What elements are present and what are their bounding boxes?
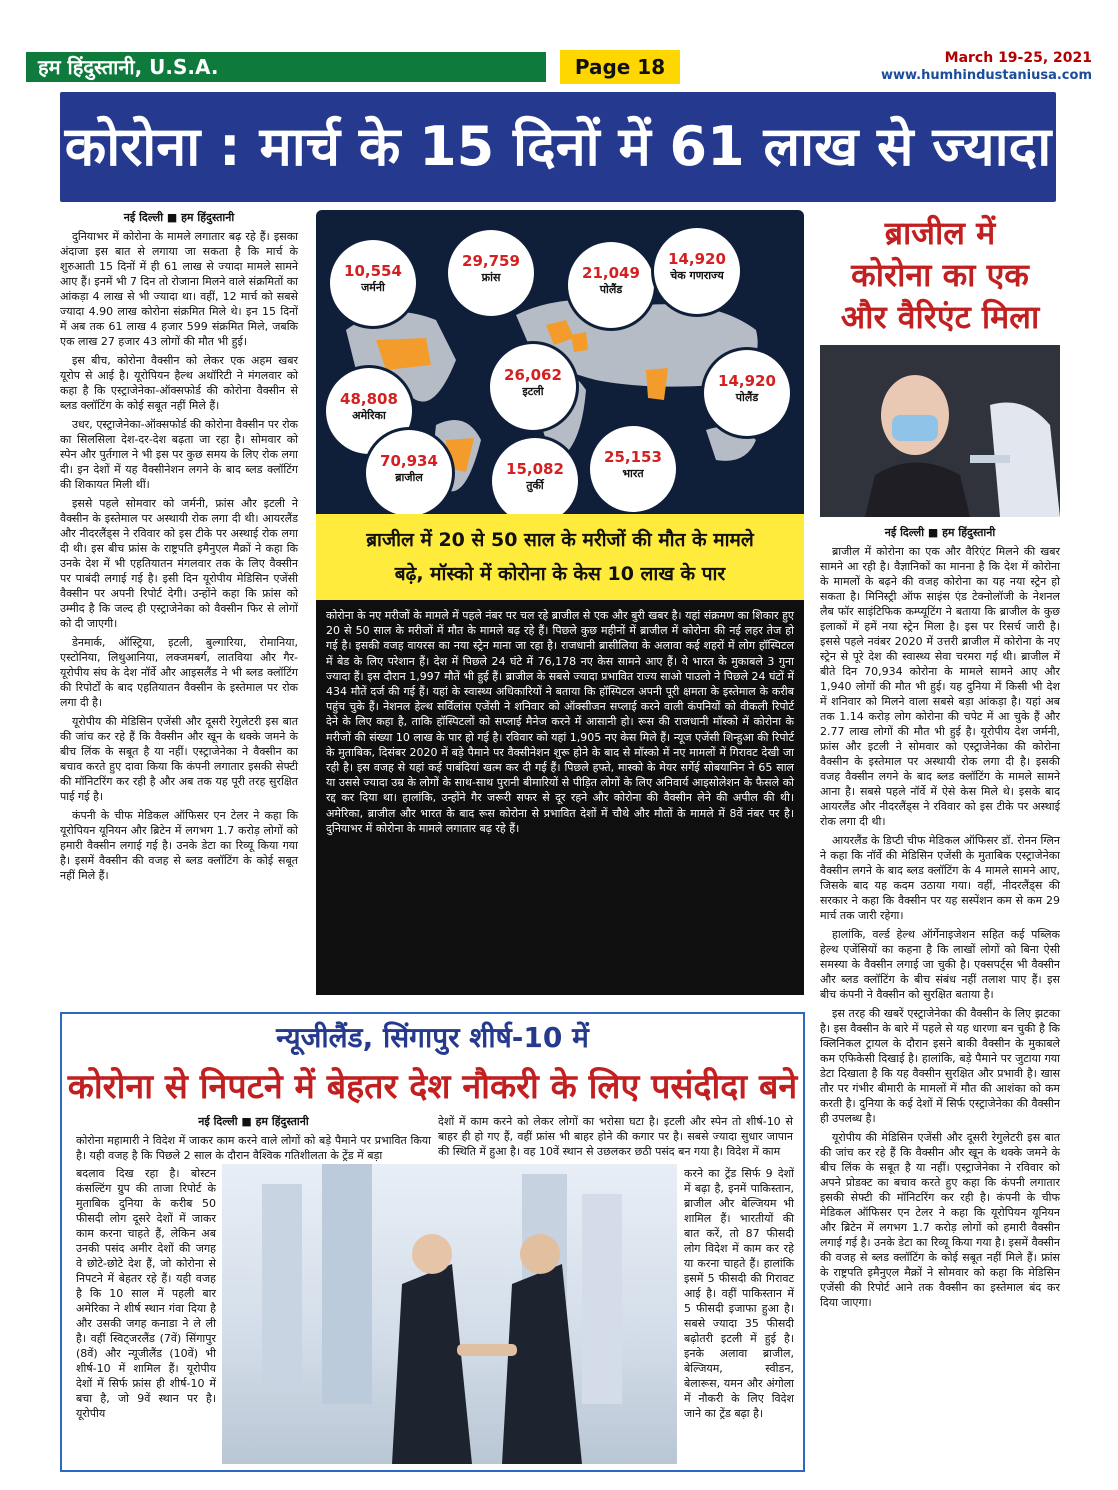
paragraph: आयरलैंड के डिप्टी चीफ मेडिकल ऑफिसर डॉ. रोनन ग्लिन ने कहा कि नॉर्वे की मेडिसिन एजेंसी के मुताबिक एस्ट्राजेनेका वैक्सीन लगने के बाद ब्लड क्लॉटिंग के 4 मामले सामने आए, जिसके बाद यह कदम उठाया गया। वहीं, नीदरलैंड्स की सरकार ने कहा कि वैक्सीन पर यह सस्पेंशन कम से कम 29 मार्च तक जारी रहेगा। [820,834,1060,922]
vaccination-image [820,345,1060,517]
paragraph: ब्राजील में कोरोना का एक और वैरिएंट मिलने की खबर सामने आ रही है। वैज्ञानिकों का मानना है कि देश में कोरोना के मामलों के बढ़ने की वजह कोरोना का यह नया स्ट्रेन हो सकता है। मिनिस्ट्री ऑफ साइंस एंड टेक्नोलॉजी के नेशनल लैब फॉर साइंटिफिक कम्प्यूटिंग ने बताया कि ब्राजील के कुछ इलाकों में हमें नया स्ट्रेन मिला है। इस पर रिसर्च जारी है। इससे पहले नवंबर 2020 में उत्तरी ब्राजील में कोरोना के नए स्ट्रेन से पूरे देश की स्वास्थ्य सेवा चरमरा गई थी। ब्राजील में बीते दिन 70,934 कोरोना के मामले सामने आए और 1,940 लोगों की मौत भी हुई। यह दुनिया में किसी भी देश में शनिवार को मिलने वाला सबसे बड़ा आंकड़ा है। यहां अब तक 1.14 करोड़ लोग कोरोना की चपेट में आ चुके हैं और 2.77 लाख लोगों की मौत भी हुई है। यूरोपीय देश जर्मनी, फ्रांस और इटली ने सोमवार को एस्ट्राजेनेका की कोरोना वैक्सीन के इस्तेमाल पर अस्थायी रोक लगा दी है। इसकी वजह वैक्सीन लगने के बाद ब्लड क्लॉटिंग के मामले सामने आना है। सबसे पहले नॉर्वे में ऐसे केस मिले थे। इसके बाद आयरलैंड और नीदरलैंड्स ने रविवार को इस टीके पर अस्थाई रोक लगा दी थी। [820,545,1060,828]
jobs-intro: नई दिल्ली ■ हम हिंदुस्तानी कोरोना महामारी ने विदेश में जाकर काम करने वाले लोगों को बड़े पैमाने पर प्रभावित किया है। यही वजह है कि पिछले 2 साल के दौरान वैश्विक गतिशीलता के ट्रेंड में बड़ा [76,1115,431,1162]
jobs-article-box [60,1012,805,1472]
country-stat-poland: 21,049 पोलैंड [568,242,654,328]
byline: नई दिल्ली ■ हम हिंदुस्तानी [123,211,235,224]
country-stat-italy: 26,062 इटली [490,344,576,430]
main-headline: कोरोना : मार्च के 15 दिनों में 61 लाख से ज्यादा [60,92,1056,202]
paragraph: हालांकि, वर्ल्ड हेल्थ ऑर्गेनाइजेशन सहित कई पब्लिक हेल्थ एजेंसियों का कहना है कि लाखों लोगों को बिना ऐसी समस्या के वैक्सीन लगाई जा चुकी है। एक्सपर्ट्स भी वैक्सीन और ब्लड क्लॉटिंग के बीच संबंध नहीं तलाश पाए हैं। इस बीच कंपनी ने वैक्सीन को सुरक्षित बताया है। [820,928,1060,1001]
byline: नई दिल्ली ■ हम हिंदुस्तानी [884,526,996,539]
handshake-image [222,1164,677,1464]
country-stat-poland-2: 14,920 पोलैंड [704,350,790,436]
country-stat-czech: 14,920 चेक गणराज्य [654,228,740,314]
jobs-headline: कोरोना से निपटने में बेहतर देश नौकरी के लिए पसंदीदा बने [67,1067,798,1107]
right-article [820,525,1060,1465]
paragraph: इस बीच, कोरोना वैक्सीन को लेकर एक अहम खबर यूरोप से आई है। यूरोपियन हैल्थ अथॉरिटी ने मंगलवार को कहा है कि एस्ट्राजेनेका-ऑक्सफोर्ड की कोरोना वैक्सीन से ब्लड क्लॉटिंग के कोई सबूत नहीं मिले हैं। [60,354,298,412]
vaccination-photo [820,345,1060,517]
paragraph: उधर, एस्ट्राजेनेका-ऑक्सफोर्ड की कोरोना वैक्सीन पर रोक का सिलसिला देश-दर-देश बढ़ता जा रहा है। सोमवार को स्पेन और पुर्तगाल ने भी इस पर कुछ समय के लिए रोक लगा दी। इन देशों में यह वैक्सीनेशन लगने के बाद ब्लड क्लॉटिंग की शिकायत मिली थीं। [60,418,298,491]
kicker: न्यूजीलैंड, सिंगापुर शीर्ष-10 में [276,1021,589,1054]
country-stat-turkey: 15,082 तुर्की [492,438,578,524]
jobs-intro-right: देशों में काम करने को लेकर लोगों का भरोसा घटा है। इटली और स्पेन तो शीर्ष-10 से बाहर ही हो गए हैं, वहीं फ्रांस भी बाहर होने की कगार पर है। सबसे ज्यादा सुधार जापान की स्थिति में हुआ है। वह 10वें स्थान से उछलकर छठी पसंद बन गया है। विदेश में काम [438,1115,793,1158]
map-subheadline: ब्राजील में 20 से 50 साल के मरीजों की मौत के मामले बढ़े, मॉस्को में कोरोना के केस 10 लाख के पार [316,514,804,600]
jobs-column-right: करने का ट्रेंड सिर्फ 9 देशों में बढ़ा है, इनमें पाकिस्तान, ब्राजील और बेल्जियम भी शामिल हैं। भारतीयों की बात करें, तो 87 फीसदी लोग विदेश में काम कर रहे या करना चाहते हैं। हालांकि इसमें 5 फीसदी की गिरावट आई है। वहीं पाकिस्तान में 5 फीसदी इजाफा हुआ है। सबसे ज्यादा 35 फीसदी बढ़ोतरी इटली में हुई है। इनके अलावा ब्राजील, बेल्जियम, स्वीडन, बेलारूस, यमन और अंगोला में नौकरी के लिए विदेश जाने का ट्रेंड बढ़ा है। [684,1167,794,1420]
paragraph: दुनियाभर में कोरोना के मामले लगातार बढ़ रहे हैं। इसका अंदाजा इस बात से लगाया जा सकता है कि मार्च के शुरुआती 15 दिनों में ही 61 लाख से ज्यादा मामले सामने आए हैं। इनमें भी 7 दिन तो रोजाना मिलने वाले संक्रमितों का आंकड़ा 4 लाख से भी ज्यादा था। वहीं, 12 मार्च को सबसे ज्यादा 4.90 लाख कोरोना संक्रमित मिले थे। इन 15 दिनों में अब तक 61 लाख 4 हजार 599 संक्रमित मिले, जबकि एक लाख 27 हजार 43 लोगों की मौत भी हुई। [60,230,298,348]
handshake-photo [222,1164,677,1464]
paragraph: इस तरह की खबरें एस्ट्राजेनेका की वैक्सीन के लिए झटका है। इस वैक्सीन के बारे में पहले से यह धारणा बन चुकी है कि क्लिनिकल ट्रायल के दौरान इसने बाकी वैक्सीन के मुकाबले कम एफिकेसी दिखाई है। हालांकि, बड़े पैमाने पर जुटाया गया डेटा दिखाता है कि यह वैक्सीन सुरक्षित और प्रभावी है। खास तौर पर गंभीर बीमारी के मामलों में मौत की आशंका को कम करती है। दुनिया के कई देशों में सिर्फ एस्ट्राजेनेका की वैक्सीन ही उपलब्ध है। [820,1007,1060,1125]
country-stat-india: 25,153 भारत [590,426,676,512]
left-article [60,210,298,1000]
paragraph: डेनमार्क, ऑस्ट्रिया, इटली, बुल्गारिया, रोमानिया, एस्टोनिया, लिथुआनिया, लक्जमबर्ग, लातविया और गैर-यूरोपीय संघ के देश नॉर्वे और आइसलैंड ने भी ब्लड क्लॉटिंग की रिपोर्टों के बाद एहतियातन वैक्सीन के इस्तेमाल पर रोक लगा दी है। [60,636,298,709]
right-headline: ब्राजील में कोरोना का एक और वैरिएंट मिला [840,214,1040,336]
country-stat-germany: 10,554 जर्मनी [330,240,416,326]
brazil-moscow-article: कोरोना के नए मरीजों के मामले में पहले नंबर पर चल रहे ब्राजील से एक और बुरी खबर है। यहां संक्रमण का शिकार हुए 20 से 50 साल के मरीजों में मौत के मामले बढ़ रहे हैं। पिछले कुछ महीनों में ब्राजील में कोरोना की नई लहर तेज हो गई है। इसकी वजह वायरस का नया स्ट्रेन माना जा रहा है। राजधानी ब्रासीलिया के अलावा कई शहरों में लोग हॉस्पिटल में बेड के लिए परेशान हैं। देश में पिछले 24 घंटे में 76,178 नए केस सामने आए हैं। ये भारत के मुकाबले 3 गुना ज्यादा हैं। इस दौरान 1,997 मौतें भी हुई हैं। ब्राजील के सबसे ज्यादा प्रभावित राज्य साओ पाउलो ने पिछले 24 घंटों में 434 मौतें दर्ज की गई हैं। यहां के स्वास्थ्य अधिकारियों ने बताया कि हॉस्पिटल अपनी पूरी क्षमता के इस्तेमाल के करीब पहुंच चुके हैं। नेशनल हेल्थ सर्विलांस एजेंसी ने शनिवार को ऑक्सीजन सप्लाई करने वाली कंपनियों को वीकली रिपोर्ट देने के लिए कहा है, ताकि हॉस्पिटलों को सप्लाई मैनेज करने में आसानी हो। रूस की राजधानी मॉस्को में कोरोना के मरीजों की संख्या 10 लाख के पार हो गई है। रविवार को यहां 1,905 नए केस मिले हैं। न्यूज एजेंसी शिन्हुआ की रिपोर्ट के मुताबिक, दिसंबर 2020 में बड़े पैमाने पर वैक्सीनेशन शुरू होने के बाद से मॉस्को में नए मामलों में गिरावट देखी जा रही है। इस वजह से यहां कई पाबंदियां खत्म कर दी गई हैं। पिछले हफ्ते, मास्को के मेयर सर्गेई सोबयानिन ने 65 साल या उससे ज्यादा उम्र के लोगों के साथ-साथ पुरानी बीमारियों से पीड़ित लोगों के लिए अनिवार्य आइसोलेशन के फैसले को रद्द कर दिया था। हालांकि, उन्होंने गैर जरूरी सफर से दूर रहने और कोरोना की वैक्सीन लेने की अपील की थी। अमेरिका, ब्राजील और भारत के बाद रूस कोरोना से प्रभावित देशों में चौथे और मौतों के मामले में 8वें नंबर पर है। दुनियाभर में कोरोना के मामले लगातार बढ़ रहे हैं। [316,600,804,995]
masthead [0,0,1118,88]
country-stat-usa: 48,808 अमेरिका [326,368,412,454]
paragraph: इससे पहले सोमवार को जर्मनी, फ्रांस और इटली ने वैक्सीन के इस्तेमाल पर अस्थायी रोक लगा दी थी। आयरलैंड और नीदरलैंड्स ने रविवार को इस टीके पर अस्थाई रोक लगा दी थी। इस बीच फ्रांस के राष्ट्रपति इमैनुएल मैक्रों ने कहा कि उनके देश में भी एहतियातन मंगलवार तक के लिए वैक्सीन पर पाबंदी लगाई गई है। इसी दिन यूरोपीय मेडिसिन एजेंसी वैक्सीन पर अपनी रिपोर्ट देगी। उन्होंने कहा कि फ्रांस को उम्मीद है कि जल्द ही एस्ट्राजेनेका को वैक्सीन फिर से लोगों को दी जाएगी। [60,497,298,630]
country-stat-brazil: 70,934 ब्राजील [366,430,452,516]
paragraph: कंपनी के चीफ मेडिकल ऑफिसर एन टेलर ने कहा कि यूरोपियन यूनियन और ब्रिटेन में लगभग 1.7 करोड़ लोगों को हमारी वैक्सीन लगाई गई है। उनके डेटा का रिव्यू किया गया है। इसमें वैक्सीन की वजह से ब्लड क्लॉटिंग के कोई सबूत नहीं मिले हैं। [60,809,298,882]
paragraph: यूरोपीय की मेडिसिन एजेंसी और दूसरी रेगुलेटरी इस बात की जांच कर रहे हैं कि वैक्सीन और खून के थक्के जमने के बीच लिंक के सबूत है या नहीं। एस्ट्राजेनेका ने वैक्सीन का बचाव करते हुए दावा किया कि कंपनी लगातार इसकी सेफ्टी की मॉनिटरिंग कर रही है और अब तक यह पूरी तरह सुरक्षित पाई गई है। [60,715,298,803]
country-stat-france: 29,759 फ्रांस [448,230,534,316]
website-link[interactable]: www.humhindustaniusa.com [880,68,1092,83]
page-number: Page 18 [560,50,680,84]
newspaper-brand: हम हिंदुस्तानी, U.S.A. [26,52,546,82]
issue-date: March 19-25, 2021 [944,50,1092,66]
paragraph: यूरोपीय की मेडिसिन एजेंसी और दूसरी रेगुलेटरी इस बात की जांच कर रहे हैं कि वैक्सीन और खून के थक्के जमने के बीच लिंक के सबूत है या नहीं। एस्ट्राजेनेका ने रविवार को अपने प्रोडक्ट का बचाव करते हुए कहा कि कंपनी लगातार इसकी सेफ्टी की मॉनिटरिंग कर रही है। कंपनी के चीफ मेडिकल ऑफिसर एन टेलर ने कहा कि यूरोपियन यूनियन और ब्रिटेन में लगभग 1.7 करोड़ लोगों को हमारी वैक्सीन लगाई गई है। उनके डेटा का रिव्यू किया गया है। इसमें वैक्सीन की वजह से ब्लड क्लॉटिंग के कोई सबूत नहीं मिले हैं। फ्रांस के राष्ट्रपति इमैनुएल मैक्रों ने सोमवार को कहा कि मेडिसिन एजेंसी की रिपोर्ट आने तक वैक्सीन का इस्तेमाल बंद कर दिया जाएगा। [820,1131,1060,1309]
jobs-column-left: बदलाव दिख रहा है। बोस्टन कंसल्टिंग ग्रुप की ताजा रिपोर्ट के मुताबिक दुनिया के करीब 50 फीसदी लोग दूसरे देशों में जाकर काम करना चाहते हैं, लेकिन अब उनकी पसंद अमीर देशों की जगह वे छोटे-छोटे देश हैं, जो कोरोना से निपटने में बेहतर रहे हैं। यही वजह है कि 10 साल में पहली बार अमेरिका ने शीर्ष स्थान गंवा दिया है और उसकी जगह कनाडा ने ले ली है। वहीं स्विट्जरलैंड (7वें) सिंगापुर (8वें) और न्यूजीलैंड (10वें) भी शीर्ष-10 में शामिल हैं। यूरोपीय देशों में सिर्फ फ्रांस ही शीर्ष-10 में बचा है, जो 9वें स्थान पर है। यूरोपीय [76,1167,216,1420]
byline: नई दिल्ली ■ हम हिंदुस्तानी [198,1115,309,1128]
